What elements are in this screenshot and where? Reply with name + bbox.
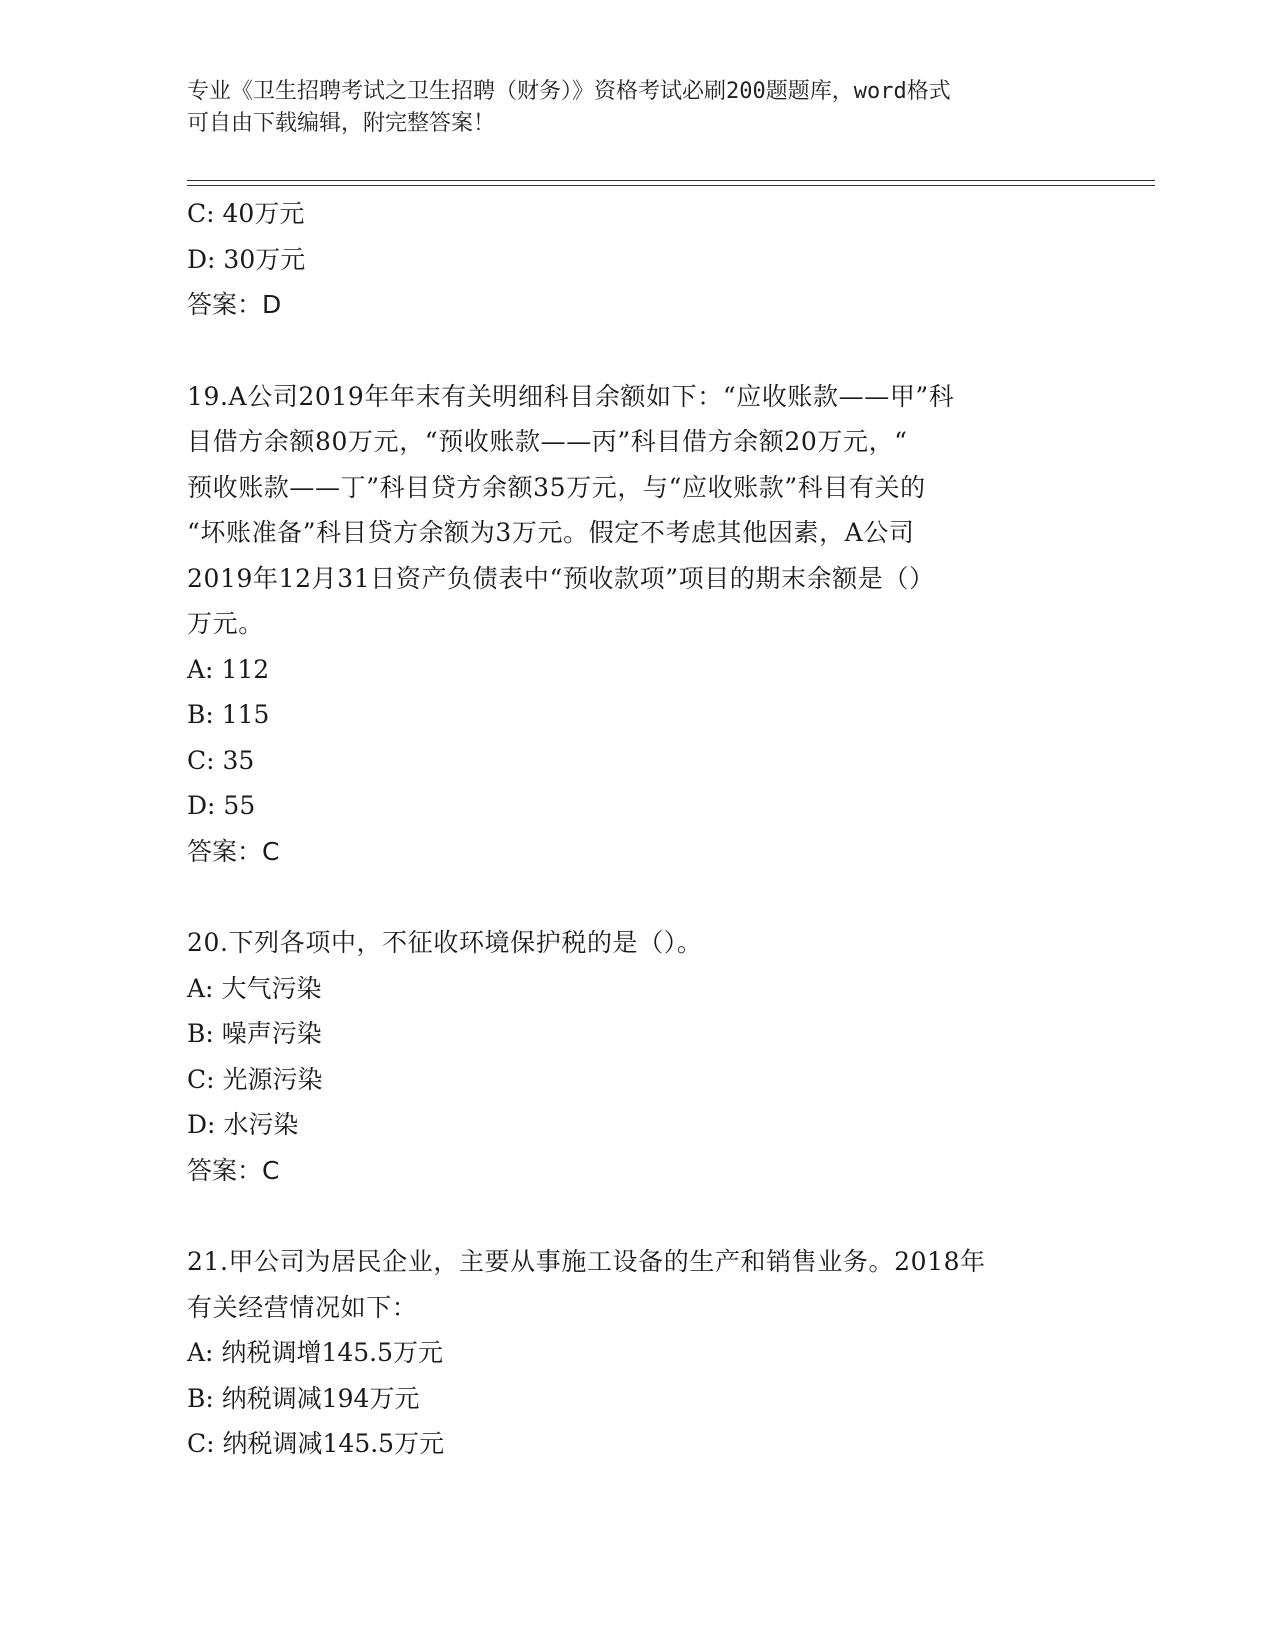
question-text-line: 预收账款——丁”科目贷方余额35万元，与“应收账款”科目有关的 xyxy=(187,472,926,502)
option-label: C: xyxy=(187,199,215,228)
prev-question xyxy=(187,191,1087,328)
option-text: 115 xyxy=(221,700,270,729)
option-text: 纳税调减145.5万元 xyxy=(222,1429,445,1458)
option-text: 噪声污染 xyxy=(221,1019,322,1048)
option-label: A: xyxy=(187,654,214,684)
option-line xyxy=(187,738,1087,784)
option-text: 40万元 xyxy=(222,199,305,228)
option-text: 55 xyxy=(223,791,256,820)
option-label: C: xyxy=(187,1429,215,1458)
header-line-1: 专业《卫生招聘考试之卫生招聘（财务）》资格考试必刷200题题库，word格式 xyxy=(187,79,951,104)
option-line xyxy=(187,1057,1087,1103)
option-label: A: xyxy=(187,973,214,1003)
option-line xyxy=(187,1011,1087,1057)
option-text: 水污染 xyxy=(223,1110,299,1139)
option-text: 35 xyxy=(222,745,255,775)
question-text-line: 万元。 xyxy=(187,609,264,638)
question-text-line: 有关经营情况如下： xyxy=(187,1292,418,1322)
question-text-line: 19.A公司2019年年末有关明细科目余额如下：“应收账款——甲”科 xyxy=(187,381,955,411)
option-label: A: xyxy=(187,1338,214,1367)
option-line xyxy=(187,647,1087,693)
option-text: 112 xyxy=(221,654,270,684)
option-label: C: xyxy=(187,745,215,775)
option-label: B: xyxy=(187,1383,214,1413)
option-line xyxy=(187,1376,1087,1422)
question-text-line: 20.下列各项中，不征收环境保护税的是（）。 xyxy=(187,928,703,957)
option-line xyxy=(187,191,1087,237)
answer-line: 答案：D xyxy=(187,290,282,319)
document-header xyxy=(187,76,1067,140)
option-line xyxy=(187,237,1087,283)
option-text: 30万元 xyxy=(223,244,306,274)
answer-line: 答案：C xyxy=(187,1155,280,1185)
header-rule-bottom xyxy=(187,185,1155,186)
option-line xyxy=(187,1330,1087,1376)
answer-line: 答案：C xyxy=(187,836,280,866)
option-text: 光源污染 xyxy=(222,1064,323,1094)
header-line-2: 可自由下载编辑，附完整答案！ xyxy=(187,111,496,136)
question-21 xyxy=(187,1239,1087,1467)
option-label: C: xyxy=(187,1064,215,1094)
option-line xyxy=(187,1421,1087,1467)
option-line xyxy=(187,692,1087,738)
option-line xyxy=(187,966,1087,1012)
question-text-line: 目借方余额80万元，“预收账款——丙”科目借方余额20万元，“ xyxy=(187,427,908,456)
option-line xyxy=(187,1102,1087,1148)
question-text-line: 2019年12月31日资产负债表中“预收款项”项目的期末余额是（） xyxy=(187,563,935,593)
option-label: D: xyxy=(187,244,216,274)
header-rule-top xyxy=(187,180,1155,181)
option-text: 纳税调增145.5万元 xyxy=(221,1338,444,1367)
option-text: 纳税调减194万元 xyxy=(221,1383,420,1413)
question-text-line: 21.甲公司为居民企业，主要从事施工设备的生产和销售业务。2018年 xyxy=(187,1247,986,1276)
option-line xyxy=(187,783,1087,829)
option-label: D: xyxy=(187,1110,216,1139)
option-label: D: xyxy=(187,791,216,820)
question-content xyxy=(187,191,1087,1467)
option-text: 大气污染 xyxy=(221,973,322,1003)
option-label: B: xyxy=(187,700,214,729)
question-text-line: “坏账准备”科目贷方余额为3万元。假定不考虑其他因素，A公司 xyxy=(187,518,915,547)
question-19 xyxy=(187,374,1087,875)
option-label: B: xyxy=(187,1019,214,1048)
question-20 xyxy=(187,920,1087,1193)
